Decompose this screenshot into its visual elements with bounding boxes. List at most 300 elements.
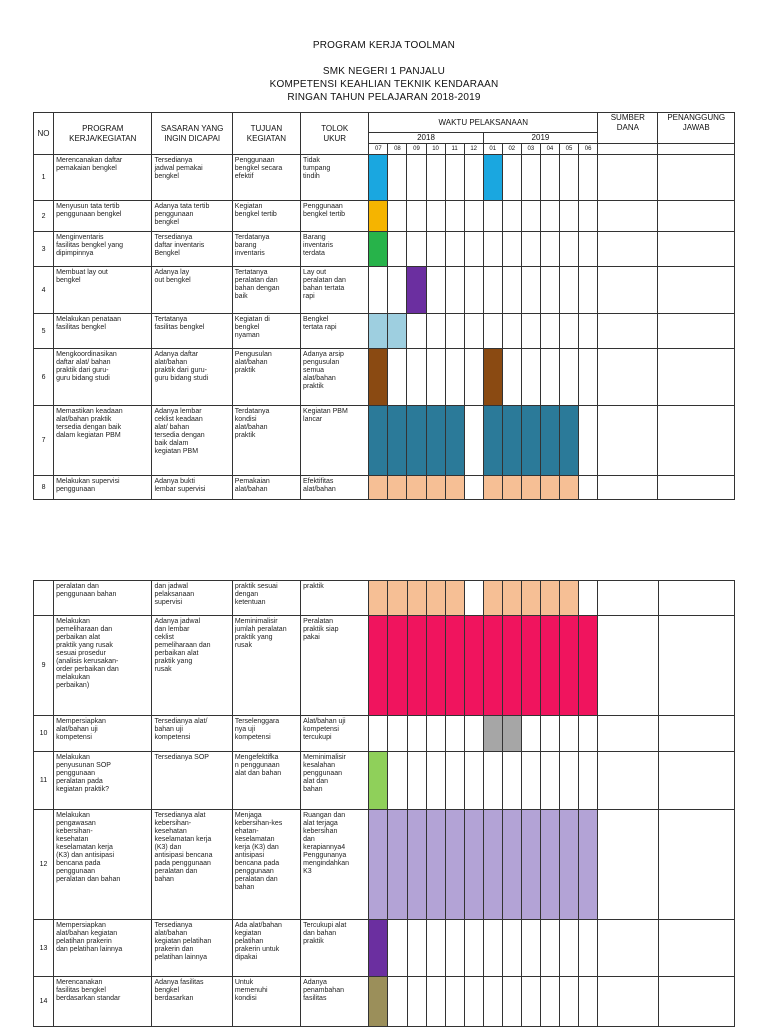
schedule-cell [541,716,560,752]
month-header: 05 [559,144,578,155]
schedule-cell [369,201,388,232]
schedule-cell [559,155,578,201]
program-cell: Merencanakan daftar pemakaian bengkel [54,155,152,201]
schedule-cell [464,232,483,267]
schedule-cell [559,314,578,349]
schedule-cell [522,752,541,810]
table-row [34,716,735,752]
schedule-cell [521,232,540,267]
sumber-dana-cell [598,581,658,616]
penanggung-jawab-cell [658,349,735,406]
program-cell: Mengkoordinasikan daftar alat/ bahan praktik dari guru- guru bidang studi [54,349,152,406]
schedule-cell [560,977,579,1027]
year-2018: 2018 [369,133,483,144]
schedule-cell [369,752,388,810]
schedule-cell [502,752,521,810]
schedule-cell [369,314,388,349]
schedule-cell [522,810,541,920]
schedule-cell [560,581,579,616]
schedule-cell [464,201,483,232]
year-2019: 2019 [483,133,598,144]
sasaran-cell: Tersedianya daftar inventaris Bengkel [152,232,232,267]
program-cell: Melakukan pemeliharaan dan perbaikan alat praktik yang rusak sesuai prosedur (analisis kerusakan- order perbaikan dan melakukan perbaikan) [54,616,152,716]
schedule-cell [560,716,579,752]
schedule-cell [483,349,502,406]
tujuan-cell: Meminimalisir jumlah peralatan praktik yang rusak [232,616,300,716]
schedule-cell [560,616,579,716]
schedule-cell [521,314,540,349]
schedule-cell [522,616,541,716]
row-number: 2 [34,201,54,232]
schedule-cell [502,267,521,314]
schedule-cell [407,752,426,810]
schedule-cell [445,752,464,810]
sumber-dana-cell [598,155,658,201]
schedule-cell [522,920,541,977]
sasaran-cell: Tersedianya jadwal pemakai bengkel [152,155,232,201]
tolok-cell: Adanya penambahan fasilitas [301,977,369,1027]
tujuan-cell: Pemakaian alat/bahan [232,476,300,500]
tolok-cell: Ruangan dan alat terjaga kebersihan dan kerapiannya4 Penggunanya mengindahkan K3 [301,810,369,920]
penanggung-jawab-cell [658,155,735,201]
program-cell: Melakukan supervisi penggunaan [54,476,152,500]
sumber-dana-cell [598,406,658,476]
schedule-cell [579,267,598,314]
school-name: SMK NEGERI 1 PANJALU [322,66,446,77]
sumber-dana-cell [598,752,658,810]
schedule-cell [407,314,426,349]
schedule-cell [369,476,388,500]
tujuan-cell: Terdatanya kondisi alat/bahan praktik [232,406,300,476]
row-number: 11 [34,752,54,810]
schedule-cell [426,406,445,476]
schedule-cell [407,349,426,406]
table-row [34,349,735,406]
schedule-cell [521,201,540,232]
schedule-cell [540,314,559,349]
schedule-cell [426,476,445,500]
schedule-cell [483,155,502,201]
schedule-cell [388,267,407,314]
month-header: 01 [483,144,502,155]
row-number: 7 [34,406,54,476]
penanggung-jawab-cell [658,716,734,752]
schedule-cell [388,406,407,476]
schedule-cell [407,267,426,314]
table-row [34,581,735,616]
schedule-cell [407,977,426,1027]
sasaran-cell: Adanya daftar alat/bahan praktik dari guru- guru bidang studi [152,349,232,406]
schedule-cell [521,406,540,476]
schedule-cell [426,232,445,267]
schedule-cell [445,977,464,1027]
program-cell: Menyusun tata tertib penggunaan bengkel [54,201,152,232]
row-number: 1 [34,155,54,201]
col-header-waktu: WAKTU PELAKSANAAN [369,113,598,133]
schedule-cell [407,232,426,267]
schedule-cell [579,155,598,201]
table-row [34,232,735,267]
schedule-cell [464,581,483,616]
schedule-cell [521,267,540,314]
schedule-cell [426,716,445,752]
penanggung-jawab-cell [658,406,735,476]
tujuan-cell: Terdatanya barang inventaris [232,232,300,267]
schedule-cell [502,716,521,752]
penanggung-jawab-cell [658,581,734,616]
schedule-cell [407,616,426,716]
schedule-cell [426,810,445,920]
schedule-cell [579,977,598,1027]
tujuan-cell: Kegiatan di bengkel nyaman [232,314,300,349]
month-header: 11 [445,144,464,155]
schedule-cell [579,406,598,476]
schedule-cell [560,920,579,977]
schedule-cell [369,581,388,616]
row-number [34,581,54,616]
schedule-cell [579,810,598,920]
tujuan-cell: Terselenggara nya uji kompetensi [232,716,300,752]
schedule-cell [579,752,598,810]
schedule-cell [407,201,426,232]
sasaran-cell: Adanya lembar ceklist keadaan alat/ bahan tersedia dengan baik dalam kegiatan PBM [152,406,232,476]
sumber-dana-cell [598,267,658,314]
schedule-cell [388,810,407,920]
schedule-cell [388,581,407,616]
penanggung-subheader [658,144,735,155]
sasaran-cell: Adanya bukti lembar supervisi [152,476,232,500]
schedule-cell [464,752,483,810]
schedule-cell [388,476,407,500]
schedule-cell [541,616,560,716]
schedule-cell [540,406,559,476]
tolok-cell: praktik [301,581,369,616]
schedule-cell [502,977,521,1027]
sasaran-cell: Tertatanya fasilitas bengkel [152,314,232,349]
sumber-dana-cell [598,201,658,232]
schedule-cell [502,349,521,406]
schedule-cell [559,267,578,314]
schedule-cell [464,267,483,314]
schedule-cell [445,232,464,267]
schedule-cell [522,581,541,616]
table-row [34,977,735,1027]
table-row [34,476,735,500]
row-number: 13 [34,920,54,977]
schedule-cell [445,581,464,616]
schedule-cell [502,201,521,232]
schedule-cell [369,977,388,1027]
month-header: 03 [521,144,540,155]
sasaran-cell: Adanya lay out bengkel [152,267,232,314]
schedule-cell [407,920,426,977]
schedule-cell [388,616,407,716]
row-number: 9 [34,616,54,716]
schedule-cell [521,476,540,500]
schedule-cell [464,476,483,500]
tolok-cell: Barang inventaris terdata [301,232,369,267]
col-header-penanggung: PENANGGUNG JAWAB [658,113,735,144]
schedule-cell [464,314,483,349]
tolok-cell: Alat/bahan uji kompetensi tercukupi [301,716,369,752]
schedule-cell [426,155,445,201]
schedule-cell [483,314,502,349]
schedule-cell [388,314,407,349]
schedule-cell [369,267,388,314]
program-name: KOMPETENSI KEAHLIAN TEKNIK KENDARAAN [269,79,499,90]
tujuan-cell: Penggunaan bengkel secara efektif [232,155,300,201]
schedule-cell [483,616,502,716]
schedule-cell [483,977,502,1027]
penanggung-jawab-cell [658,810,734,920]
table-row [34,267,735,314]
schedule-cell [445,349,464,406]
schedule-cell [502,810,521,920]
schedule-cell [502,406,521,476]
penanggung-jawab-cell [658,314,735,349]
schedule-cell [541,920,560,977]
tujuan-cell: Tertatanya peralatan dan bahan dengan baik [232,267,300,314]
tujuan-cell: Pengusulan alat/bahan praktik [232,349,300,406]
penanggung-jawab-cell [658,232,735,267]
schedule-cell [502,581,521,616]
schedule-cell [560,810,579,920]
schedule-cell [464,810,483,920]
tujuan-cell: praktik sesuai dengan ketentuan [232,581,300,616]
schedule-cell [388,716,407,752]
table-row [34,201,735,232]
penanggung-jawab-cell [658,201,735,232]
sumber-dana-cell [598,920,658,977]
schedule-cell [559,232,578,267]
tolok-cell: Lay out peralatan dan bahan tertata rapi [301,267,369,314]
sumber-dana-cell [598,476,658,500]
schedule-cell [579,314,598,349]
month-header: 08 [388,144,407,155]
schedule-cell [445,314,464,349]
schedule-cell [369,155,388,201]
schedule-cell [426,616,445,716]
schedule-cell [426,977,445,1027]
schedule-cell [388,349,407,406]
schedule-cell [483,267,502,314]
penanggung-jawab-cell [658,977,734,1027]
schedule-cell [540,201,559,232]
table-row [34,616,735,716]
schedule-cell [407,406,426,476]
schedule-cell [407,810,426,920]
schedule-cell [426,752,445,810]
schedule-cell [579,920,598,977]
col-header-program: PROGRAM KERJA/KEGIATAN [54,113,152,155]
schedule-cell [483,752,502,810]
penanggung-jawab-cell [658,616,734,716]
schedule-cell [426,314,445,349]
tujuan-cell: Menjaga kebersihan-kes ehatan- keselamatan kerja (K3) dan antisipasi bencana pada penggunaan peralatan dan bahan [232,810,300,920]
sasaran-cell: Adanya fasilitas bengkel berdasarkan [152,977,232,1027]
schedule-cell [407,581,426,616]
tolok-cell: Adanya arsip pengusulan semua alat/bahan praktik [301,349,369,406]
schedule-cell [464,977,483,1027]
row-number: 14 [34,977,54,1027]
schedule-cell [502,920,521,977]
col-header-sasaran: SASARAN YANG INGIN DICAPAI [152,113,232,155]
schedule-cell [541,581,560,616]
schedule-cell [369,406,388,476]
program-cell: Membuat lay out bengkel [54,267,152,314]
month-header: 07 [369,144,388,155]
schedule-cell [559,201,578,232]
sasaran-cell: Tersedianya alat/bahan kegiatan pelatihan prakerin dan pelatihan lainnya [152,920,232,977]
month-header: 09 [407,144,426,155]
penanggung-jawab-cell [658,752,734,810]
schedule-cell [407,155,426,201]
schedule-cell [502,314,521,349]
schedule-cell [579,716,598,752]
schedule-cell [426,201,445,232]
sumber-dana-cell [598,314,658,349]
schedule-cell [502,232,521,267]
col-header-tolok: TOLOK UKUR [301,113,369,155]
program-cell: Memastikan keadaan alat/bahan praktik tersedia dengan baik dalam kegiatan PBM [54,406,152,476]
sasaran-cell: Tersedianya alat kebersihan- kesehatan keselamatan kerja (K3) dan antisipasi bencana pada penggunaan peralatan dan bahan [152,810,232,920]
row-number: 3 [34,232,54,267]
schedule-cell [540,349,559,406]
tujuan-cell: Mengefektifka n penggunaan alat dan bahan [232,752,300,810]
year-line: RINGAN TAHUN PELAJARAN 2018-2019 [287,92,481,103]
tujuan-cell: Ada alat/bahan kegiatan pelatihan prakerin untuk dipakai [232,920,300,977]
sasaran-cell: Adanya tata tertib penggunaan bengkel [152,201,232,232]
penanggung-jawab-cell [658,267,735,314]
schedule-cell [559,406,578,476]
schedule-cell [483,581,502,616]
schedule-cell [464,155,483,201]
tolok-cell: Tercukupi alat dan bahan praktik [301,920,369,977]
document-title: PROGRAM KERJA TOOLMAN [312,40,456,51]
schedule-cell [502,476,521,500]
schedule-cell [579,349,598,406]
penanggung-jawab-cell [658,920,734,977]
schedule-cell [540,267,559,314]
schedule-cell [445,810,464,920]
table-row [34,155,735,201]
sumber-dana-cell [598,616,658,716]
table-row [34,314,735,349]
schedule-cell [541,810,560,920]
sumber-dana-cell [598,810,658,920]
schedule-cell [388,201,407,232]
schedule-cell [579,232,598,267]
schedule-cell [388,752,407,810]
schedule-cell [579,581,598,616]
schedule-cell [540,476,559,500]
tolok-cell: Penggunaan bengkel tertib [301,201,369,232]
penanggung-jawab-cell [658,476,735,500]
row-number: 5 [34,314,54,349]
schedule-cell [464,716,483,752]
schedule-cell [521,349,540,406]
table-row [34,810,735,920]
schedule-cell [464,349,483,406]
schedule-cell [541,752,560,810]
schedule-cell [464,616,483,716]
schedule-cell [483,716,502,752]
schedule-cell [483,232,502,267]
schedule-cell [369,920,388,977]
schedule-cell [483,810,502,920]
table-row [34,752,735,810]
schedule-cell [388,232,407,267]
schedule-cell [464,920,483,977]
schedule-cell [369,349,388,406]
schedule-cell [445,920,464,977]
schedule-cell [445,155,464,201]
sumber-dana-cell [598,977,658,1027]
tujuan-cell: Untuk memenuhi kondisi [232,977,300,1027]
month-header: 04 [540,144,559,155]
schedule-cell [388,155,407,201]
col-header-no: NO [34,113,54,155]
schedule-cell [559,476,578,500]
program-cell: Melakukan pengawasan kebersihan- kesehatan keselamatan kerja (K3) dan antisipasi bencana pada penggunaan peralatan dan bahan [54,810,152,920]
schedule-cell [445,476,464,500]
schedule-cell [369,232,388,267]
col-header-tujuan: TUJUAN KEGIATAN [232,113,300,155]
month-header: 02 [502,144,521,155]
table-row [34,920,735,977]
schedule-cell [445,616,464,716]
schedule-cell [521,155,540,201]
tolok-cell: Meminimalisir kesalahan penggunaan alat dan bahan [301,752,369,810]
schedule-cell [579,476,598,500]
program-cell: peralatan dan penggunaan bahan [54,581,152,616]
schedule-cell [560,752,579,810]
tolok-cell: Efektifitas alat/bahan [301,476,369,500]
schedule-cell [522,977,541,1027]
sasaran-cell: dan jadwal pelaksanaan supervisi [152,581,232,616]
month-header: 12 [464,144,483,155]
tolok-cell: Peralatan praktik siap pakai [301,616,369,716]
row-number: 6 [34,349,54,406]
sumber-dana-cell [598,232,658,267]
schedule-cell [522,716,541,752]
sumber-dana-subheader [598,144,658,155]
schedule-cell [369,810,388,920]
schedule-cell [426,581,445,616]
schedule-cell [388,920,407,977]
program-cell: Melakukan penyusunan SOP penggunaan peralatan pada kegiatan praktik? [54,752,152,810]
schedule-cell [426,267,445,314]
tolok-cell: Kegiatan PBM lancar [301,406,369,476]
schedule-cell [502,616,521,716]
program-cell: Mempersiapkan alat/bahan kegiatan pelatihan prakerin dan pelatihan lainnya [54,920,152,977]
month-header: 06 [579,144,598,155]
schedule-cell [445,406,464,476]
program-cell: Menginventaris fasilitas bengkel yang dipimpinnya [54,232,152,267]
row-number: 4 [34,267,54,314]
row-number: 8 [34,476,54,500]
sumber-dana-cell [598,716,658,752]
schedule-cell [407,716,426,752]
schedule-cell [483,476,502,500]
row-number: 12 [34,810,54,920]
sumber-dana-cell [598,349,658,406]
tujuan-cell: Kegiatan bengkel tertib [232,201,300,232]
schedule-cell [483,920,502,977]
tolok-cell: Bengkel tertata rapi [301,314,369,349]
schedule-cell [369,716,388,752]
sasaran-cell: Tersedianya alat/ bahan uji kompetensi [152,716,232,752]
